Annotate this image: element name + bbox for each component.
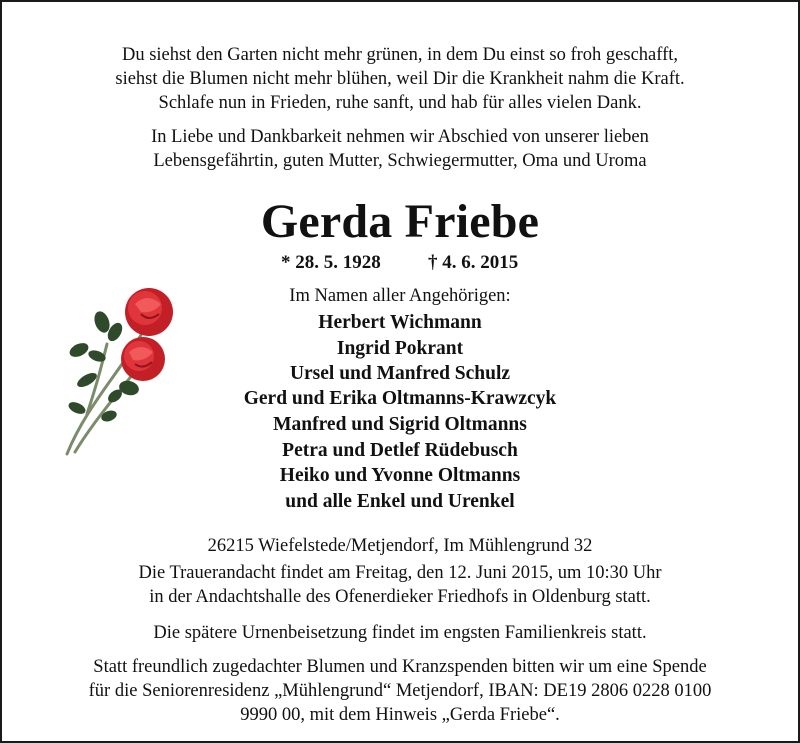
service-line-1: Die Trauerandacht findet am Freitag, den 12. Juni 2015, um 10:30 Uhr	[138, 563, 662, 583]
mourner-name: und alle Enkel und Urenkel	[285, 491, 515, 512]
birth-date: * 28. 5. 1928	[281, 252, 381, 273]
mourner-name: Ingrid Pokrant	[336, 338, 464, 359]
verse-line-2: siehst die Blumen nicht mehr blühen, weil Dir die Krankheit nahm die Kraft.	[115, 69, 685, 89]
mourner-name: Ursel und Manfred Schulz	[289, 363, 511, 384]
mourners-heading: Im Namen aller Angehörigen:	[289, 286, 511, 306]
donation-line-2: für die Seniorenresidenz „Mühlengrund“ Metjendorf, IBAN: DE19 2806 0228 0100	[88, 681, 712, 701]
verse-line-1: Du siehst den Garten nicht mehr grünen, in dem Du einst so froh geschafft,	[121, 45, 679, 65]
service-line-2: in der Andachtshalle des Ofenerdieker Friedhofs in Oldenburg statt.	[149, 587, 651, 607]
mourner-name: Petra und Detlef Rüdebusch	[282, 440, 518, 461]
death-date: † 4. 6. 2015	[428, 252, 519, 273]
intro-line-1: In Liebe und Dankbarkeit nehmen wir Abschied von unserer lieben	[151, 127, 649, 147]
mourner-name: Manfred und Sigrid Oltmanns	[273, 414, 527, 435]
donation-line-3: 9990 00, mit dem Hinweis „Gerda Friebe“.	[240, 705, 560, 725]
mourner-name: Heiko und Yvonne Oltmanns	[279, 465, 521, 486]
mourner-name: Herbert Wichmann	[318, 312, 482, 333]
urn-notice: Die spätere Urnenbeisetzung findet im engsten Familienkreis statt.	[153, 623, 647, 643]
verse-line-3: Schlafe nun in Frieden, ruhe sanft, und hab für alles vielen Dank.	[158, 93, 642, 113]
deceased-name: Gerda Friebe	[260, 195, 540, 248]
donation-line-1: Statt freundlich zugedachter Blumen und Kranzspenden bitten wir um eine Spende	[93, 657, 707, 677]
intro-line-2: Lebensgefährtin, guten Mutter, Schwiegermutter, Oma und Uroma	[153, 151, 647, 171]
address: 26215 Wiefelstede/Metjendorf, Im Mühlengrund 32	[207, 536, 593, 556]
mourner-name: Gerd und Erika Oltmanns-Krawzcyk	[243, 388, 557, 409]
